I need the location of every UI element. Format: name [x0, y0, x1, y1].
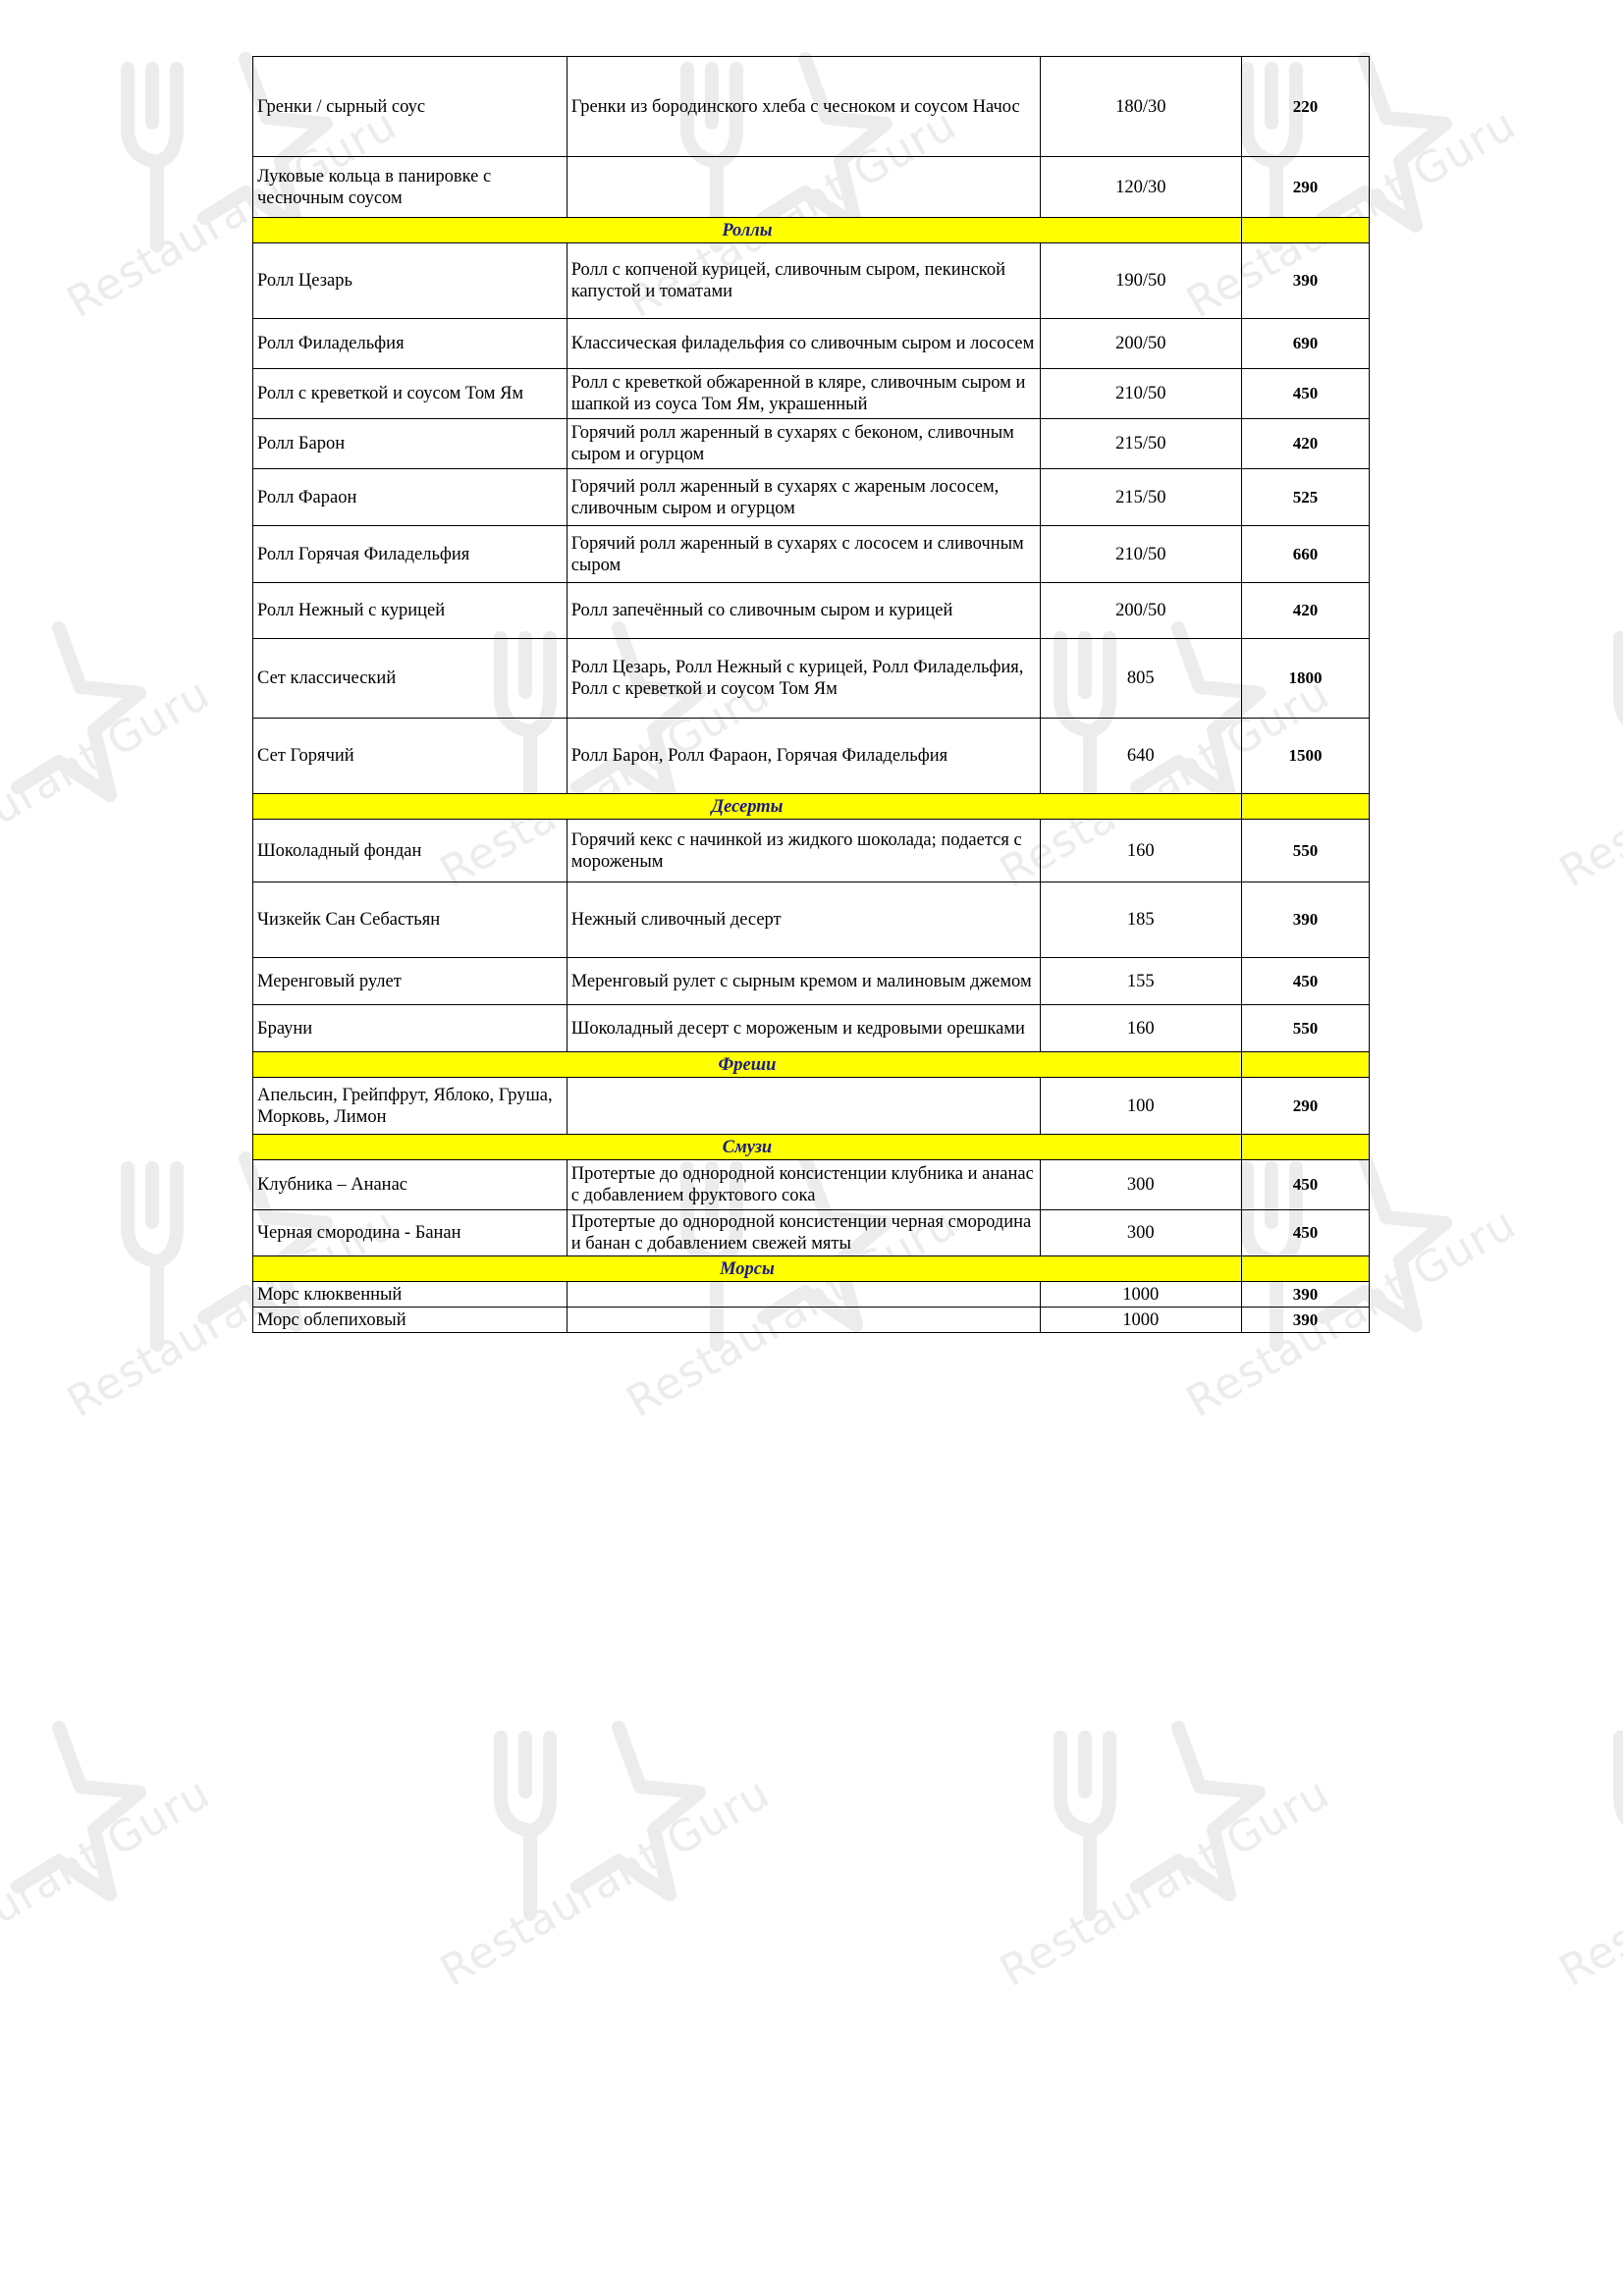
menu-item-row — [253, 639, 1370, 719]
menu-item-row — [253, 419, 1370, 469]
item-name: Морс облепиховый — [253, 1308, 568, 1333]
item-description: Протертые до однородной консистенции черная смородина и банан с добавлением свежей мяты — [567, 1210, 1040, 1256]
item-description: Ролл Барон, Ролл Фараон, Горячая Филадельфия — [567, 719, 1040, 794]
section-header-row — [253, 1052, 1370, 1078]
section-header-row — [253, 1256, 1370, 1282]
item-price: 450 — [1241, 1160, 1369, 1210]
item-name: Морс клюквенный — [253, 1282, 568, 1308]
item-description: Гренки из бородинского хлеба с чесноком и соусом Начос — [567, 57, 1040, 157]
item-name: Ролл Фараон — [253, 469, 568, 526]
section-title: Морсы — [720, 1258, 775, 1279]
item-weight: 160 — [1040, 820, 1241, 882]
fork-knife-star-icon — [0, 609, 147, 834]
item-description: Классическая филадельфия со сливочным сыром и лососем — [567, 319, 1040, 369]
section-header-row — [253, 1135, 1370, 1160]
item-weight: 300 — [1040, 1210, 1241, 1256]
menu-item-row — [253, 1282, 1370, 1308]
section-header-empty-cell — [1241, 218, 1369, 243]
item-description: Протертые до однородной консистенции клубника и ананас с добавлением фруктового сока — [567, 1160, 1040, 1210]
item-price: 550 — [1241, 1005, 1369, 1052]
watermark-brand-text — [432, 1768, 779, 1997]
menu-item-row — [253, 1160, 1370, 1210]
section-title: Фреши — [718, 1054, 777, 1075]
watermark-tile — [1561, 609, 1623, 982]
section-header-empty-cell — [1241, 794, 1369, 820]
menu-item-row — [253, 719, 1370, 794]
menu-item-row — [253, 958, 1370, 1005]
item-name: Луковые кольца в панировке с чесночным соусом — [253, 157, 568, 218]
item-weight: 155 — [1040, 958, 1241, 1005]
section-header-row — [253, 794, 1370, 820]
item-description: Ролл Цезарь, Ролл Нежный с курицей, Ролл Филадельфия, Ролл с креветкой и соусом Том Ям — [567, 639, 1040, 719]
section-title: Смузи — [722, 1137, 773, 1157]
item-description: Шоколадный десерт с мороженым и кедровыми орешками — [567, 1005, 1040, 1052]
watermark-tile — [0, 1708, 216, 2081]
item-description: Ролл с креветкой обжаренной в кляре, сливочным сыром и шапкой из соуса Том Ям, украшенный — [567, 369, 1040, 419]
item-price: 660 — [1241, 526, 1369, 583]
item-description: Нежный сливочный десерт — [567, 882, 1040, 958]
item-name: Гренки / сырный соус — [253, 57, 568, 157]
item-price: 390 — [1241, 882, 1369, 958]
menu-item-row — [253, 583, 1370, 639]
item-name: Апельсин, Грейпфрут, Яблоко, Груша, Морковь, Лимон — [253, 1078, 568, 1135]
menu-item-row — [253, 57, 1370, 157]
watermark-tile — [442, 1708, 776, 2081]
item-price: 450 — [1241, 958, 1369, 1005]
item-weight: 640 — [1040, 719, 1241, 794]
menu-item-row — [253, 157, 1370, 218]
item-price: 690 — [1241, 319, 1369, 369]
watermark-tile — [1561, 1708, 1623, 2081]
item-description — [567, 1308, 1040, 1333]
item-price: 420 — [1241, 419, 1369, 469]
item-name: Ролл Барон — [253, 419, 568, 469]
watermark-brand-text — [0, 668, 219, 897]
watermark-brand-text — [1551, 668, 1623, 897]
item-description: Горячий ролл жаренный в сухарях с жареным лососем, сливочным сыром и огурцом — [567, 469, 1040, 526]
item-name: Меренговый рулет — [253, 958, 568, 1005]
menu-item-row — [253, 820, 1370, 882]
item-weight: 180/30 — [1040, 57, 1241, 157]
item-weight: 160 — [1040, 1005, 1241, 1052]
item-price: 1500 — [1241, 719, 1369, 794]
menu-item-row — [253, 1078, 1370, 1135]
fork-knife-star-icon — [471, 1708, 707, 1934]
item-price: 390 — [1241, 1308, 1369, 1333]
section-title: Роллы — [722, 220, 773, 240]
item-weight: 120/30 — [1040, 157, 1241, 218]
item-weight: 215/50 — [1040, 469, 1241, 526]
item-name: Ролл с креветкой и соусом Том Ям — [253, 369, 568, 419]
item-description — [567, 1078, 1040, 1135]
fork-knife-star-icon — [0, 1708, 147, 1934]
menu-item-row — [253, 1308, 1370, 1333]
menu-item-row — [253, 1005, 1370, 1052]
item-description: Меренговый рулет с сырным кремом и малиновым джемом — [567, 958, 1040, 1005]
item-name: Ролл Нежный с курицей — [253, 583, 568, 639]
item-name: Клубника – Ананас — [253, 1160, 568, 1210]
fork-knife-star-icon — [1031, 1708, 1267, 1934]
item-description: Горячий кекс с начинкой из жидкого шоколада; подается с мороженым — [567, 820, 1040, 882]
watermark-brand-text — [1551, 1768, 1623, 1997]
watermark-brand-text — [992, 1768, 1338, 1997]
item-name: Брауни — [253, 1005, 568, 1052]
section-title: Десерты — [711, 796, 784, 817]
section-header-empty-cell — [1241, 1256, 1369, 1282]
section-header-row — [253, 218, 1370, 243]
item-weight: 805 — [1040, 639, 1241, 719]
section-header-cell — [253, 1135, 1242, 1160]
item-name: Ролл Горячая Филадельфия — [253, 526, 568, 583]
item-weight: 100 — [1040, 1078, 1241, 1135]
menu-item-row — [253, 1210, 1370, 1256]
section-header-empty-cell — [1241, 1052, 1369, 1078]
fork-knife-star-icon — [1591, 1708, 1623, 1934]
item-weight: 1000 — [1040, 1282, 1241, 1308]
watermark-tile — [0, 609, 216, 982]
item-name: Сет Горячий — [253, 719, 568, 794]
item-weight: 300 — [1040, 1160, 1241, 1210]
item-name: Чизкейк Сан Себастьян — [253, 882, 568, 958]
item-name: Ролл Филадельфия — [253, 319, 568, 369]
menu-item-row — [253, 319, 1370, 369]
item-price: 290 — [1241, 157, 1369, 218]
item-description — [567, 157, 1040, 218]
item-weight: 215/50 — [1040, 419, 1241, 469]
item-price: 290 — [1241, 1078, 1369, 1135]
menu-item-row — [253, 526, 1370, 583]
section-header-cell — [253, 1256, 1242, 1282]
item-description: Ролл с копченой курицей, сливочным сыром, пекинской капустой и томатами — [567, 243, 1040, 319]
item-weight: 210/50 — [1040, 369, 1241, 419]
watermark-tile — [1001, 1708, 1335, 2081]
watermark-brand-text — [0, 1768, 219, 1997]
section-header-cell — [253, 218, 1242, 243]
item-price: 220 — [1241, 57, 1369, 157]
item-weight: 185 — [1040, 882, 1241, 958]
item-description: Ролл запечённый со сливочным сыром и курицей — [567, 583, 1040, 639]
item-description: Горячий ролл жаренный в сухарях с лососем и сливочным сыром — [567, 526, 1040, 583]
item-price: 1800 — [1241, 639, 1369, 719]
item-name: Черная смородина - Банан — [253, 1210, 568, 1256]
item-price: 450 — [1241, 1210, 1369, 1256]
item-price: 390 — [1241, 243, 1369, 319]
item-weight: 200/50 — [1040, 583, 1241, 639]
item-weight: 200/50 — [1040, 319, 1241, 369]
menu-item-row — [253, 469, 1370, 526]
item-price: 525 — [1241, 469, 1369, 526]
section-header-cell — [253, 1052, 1242, 1078]
item-name: Ролл Цезарь — [253, 243, 568, 319]
menu-item-row — [253, 882, 1370, 958]
item-name: Шоколадный фондан — [253, 820, 568, 882]
item-description — [567, 1282, 1040, 1308]
menu-item-row — [253, 369, 1370, 419]
section-header-cell — [253, 794, 1242, 820]
item-weight: 190/50 — [1040, 243, 1241, 319]
item-price: 390 — [1241, 1282, 1369, 1308]
item-price: 450 — [1241, 369, 1369, 419]
section-header-empty-cell — [1241, 1135, 1369, 1160]
item-weight: 1000 — [1040, 1308, 1241, 1333]
item-weight: 210/50 — [1040, 526, 1241, 583]
fork-knife-star-icon — [1591, 609, 1623, 834]
item-price: 420 — [1241, 583, 1369, 639]
item-description: Горячий ролл жаренный в сухарях с беконом, сливочным сыром и огурцом — [567, 419, 1040, 469]
menu-table — [252, 56, 1370, 1333]
menu-item-row — [253, 243, 1370, 319]
item-name: Сет классический — [253, 639, 568, 719]
item-price: 550 — [1241, 820, 1369, 882]
